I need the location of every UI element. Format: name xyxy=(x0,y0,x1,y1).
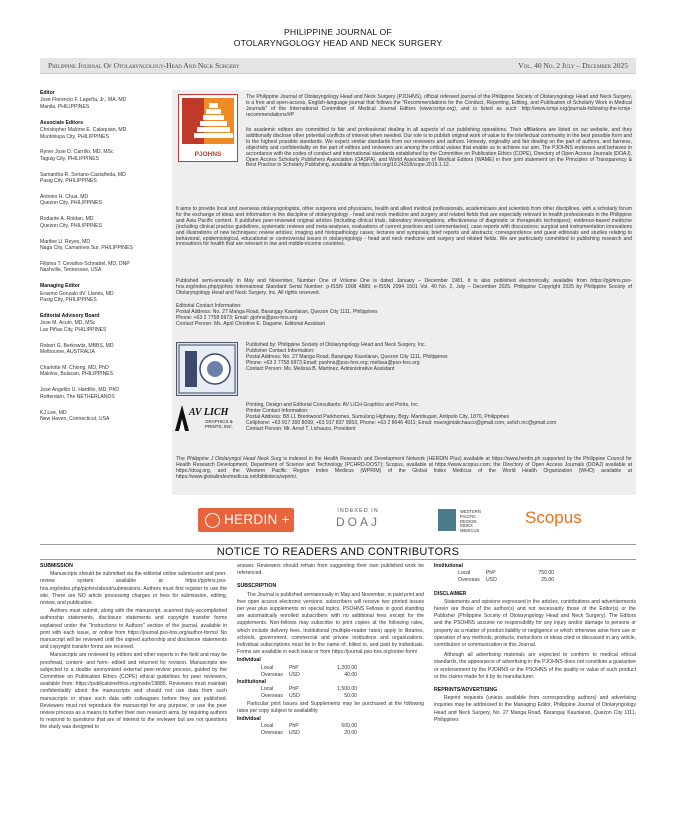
wprim-logo-line: INDEX xyxy=(460,523,473,529)
notice-column-1 xyxy=(40,563,227,733)
masthead-line: Samantha R. Soriano-Castañeda, MD xyxy=(40,171,126,178)
masthead-entry xyxy=(40,120,165,140)
rate-cell: PhP xyxy=(289,723,299,730)
printer-line: Cellphone: +63 917 300 8099; +63 917 837 9953, Phone: +63 2 8646 4911; Email: mavirginialichauco@gmail.com; avlich.inc@gmail.com xyxy=(246,419,557,426)
wprim-logo-line: PACIFIC xyxy=(460,513,477,519)
masthead-line: Naga City, Camarines Sur, PHILIPPINES xyxy=(40,245,133,252)
rate-cell: Local xyxy=(261,723,274,730)
running-header-issue: Vol. 40 No. 2 July – December 2025 xyxy=(518,61,628,70)
rate-row xyxy=(237,693,424,700)
rate-cell: 50.00 xyxy=(344,693,357,700)
rate-row xyxy=(434,570,636,577)
issue-rates-institutional xyxy=(434,563,636,585)
rate-cell: 20.00 xyxy=(344,730,357,737)
psohns-seal xyxy=(176,342,238,396)
masthead-entry xyxy=(40,343,165,356)
notice-column-3 xyxy=(434,563,636,725)
masthead-line: Nashville, Tennessee, USA xyxy=(40,267,102,274)
editorial-contact xyxy=(176,304,632,328)
subscription-paragraph-2: Particular print Issues and Supplements may be purchased at the following rates per copy subject to availability: xyxy=(237,700,424,714)
wprim-logo xyxy=(438,507,500,535)
scopus-logo: Scopus xyxy=(525,508,582,527)
rate-cell: 600.00 xyxy=(341,723,357,730)
issue-rates-individual xyxy=(237,716,424,738)
rate-row xyxy=(237,723,424,730)
indexing-lead: The xyxy=(176,456,187,462)
editorial_contact-line: Contact Person: Ms. April Christine E. Dagame, Editorial Assistant xyxy=(176,320,325,327)
editorial_contact-line: Editorial Contact Information: xyxy=(176,303,242,309)
reprints-heading: REPRINTS/ADVERTISING xyxy=(434,687,498,694)
rate-group-label: Individual xyxy=(237,716,261,723)
publisher-line: Published by: Philippine Society of Otolaryngology Head and Neck Surgery, Inc. xyxy=(246,342,426,348)
journal-title-line2: OTOLARYNGOLOGY HEAD AND NECK SURGERY xyxy=(233,38,443,48)
printer-line: Printing, Design and Editorial Consultants: AV LICH Graphics and Prints, Inc. xyxy=(246,402,420,408)
subscription-rates xyxy=(237,657,424,700)
notice-title: NOTICE TO READERS AND CONTRIBUTORS xyxy=(40,544,636,560)
masthead-role: Managing Editor xyxy=(40,283,80,290)
rate-row xyxy=(434,577,636,584)
printer-line: Printer Contact Information: xyxy=(246,407,309,414)
journal-title-line1: PHILIPPINE JOURNAL OF xyxy=(284,27,392,37)
printer-line: Postal Address: B8 L1 Brentwood Parkhomes, Sumulong Highway, Brgy. Mambugan, Antipolo City, 1870, Philippines xyxy=(246,413,510,420)
masthead-line: Jose M. Acuin, MD, MSc xyxy=(40,320,96,327)
masthead-line: Pasig City, PHILIPPINES xyxy=(40,178,97,185)
masthead-line: José Florencio F. Lapeña, Jr., MA, MD xyxy=(40,97,127,104)
wprim-logo-line: REGION xyxy=(460,518,477,524)
about-panel xyxy=(172,90,636,495)
rate-cell: Overseas xyxy=(261,693,283,700)
masthead-entry xyxy=(40,283,165,303)
wprim-logo-line: WESTERN xyxy=(460,509,481,514)
rate-cell: USD xyxy=(289,730,300,737)
editorial_contact-line: Postal Address: No. 27 Manga Road, Barangay Kaunlaran, Quezon City 1111, Philippines xyxy=(176,308,378,315)
masthead-line: Malolos, Bulacan, PHILIPPINES xyxy=(40,371,114,378)
submission-continued: answer. Reviewers should refrain from suggesting their own published work be referenced. xyxy=(237,563,424,577)
wprim-logo-line: MEDICUS xyxy=(460,528,480,534)
publisher-contact xyxy=(246,343,632,373)
notice-column-2 xyxy=(237,563,424,738)
publisher-line: Postal Address: No. 27 Manga Road, Barangay Kaunlaran, Quezon City 1111, Philippines xyxy=(246,353,448,360)
indexing-statement xyxy=(176,457,632,481)
masthead-entry xyxy=(40,313,165,333)
about-paragraph-4: Published semi-annually in May and November, Number One of Volume One is dated January – December 1981. It is also published electronically, available from https://pjohns.pso-hns.org/index.php/pjohns International Standard Serial Number: p-ISSN 1908 4889; e-ISSN 2094 1501 Vol. 40 No. 2, July – December 2025. Philippine Copyright 2025 by Philippine Society of Otolaryngology Head and Neck Surgery, Inc. All rights reserved. xyxy=(176,278,632,296)
printer-logo-sub: GRAPHICS & PRINTS, INC. xyxy=(205,419,234,429)
masthead-line: Las Piñas City, PHILIPPINES xyxy=(40,326,107,333)
masthead-line: Manila, PHILIPPINES xyxy=(40,103,90,110)
masthead-line: Quezon City, PHILIPPINES xyxy=(40,222,102,229)
masthead-line: Quezon City, PHILIPPINES xyxy=(40,200,102,207)
masthead-line: Marifee U. Reyes, MD xyxy=(40,238,91,245)
masthead-entry xyxy=(40,410,165,423)
about-paragraph-2: Its academic editors are committed to fair and professional dealing in all aspects of our publishing operations. Their affiliations are listed on our website, and they additionally disclose other potential conflicts of interest when needed. Our role is to publish original work of value to the intellectual community in the best possible form and to the highest possible standards. We expect similar standards from our reviewers and authors. Honesty, originality and fair dealing on the part of authors, and fairness, objectivity and confidentiality on the part of editors and reviewers are among the critical values that enable us to achieve our aim. The PJOHNS endorses and behaves in accordance with the codes of conduct and international standards established by the Committee on Publication Ethics (COPE), Directory of Open Access Journals (DOAJ), Open Access Scholarly Publishers Association (OASPA), and World Association of Medical Editors (WAME) in their joint statement on the Principles of Transparency & Best Practice in Scholarly Publishing, available at https://doi.org/10.24318/cope.2019.1.12. xyxy=(246,127,632,169)
herdin-mark-icon xyxy=(205,513,220,528)
rate-row xyxy=(237,672,424,679)
printer-contact xyxy=(246,403,632,433)
indexing-logos xyxy=(40,506,636,536)
masthead-line: Filipina T. Cevallos-Schnabel, MD, DNP xyxy=(40,261,130,267)
pjohns-logo-mark-icon xyxy=(179,95,237,147)
masthead-line: Rodante A. Roldan, MD xyxy=(40,216,94,223)
running-header xyxy=(40,58,636,74)
rate-row xyxy=(237,686,424,693)
disclaimer-paragraph-2: Although all advertising materials are expected to conform to medical ethical standards, the appearance of advertising in the PJOHNS does not constitute a guarantee or endorsement by the PJOHNS or the PSOHNS of the quality or value of such product or the claims made for it by its manufacturer. xyxy=(434,652,636,680)
masthead-line: Rotterdam, The NETHERLANDS xyxy=(40,393,115,400)
submission-paragraph-3: Manuscripts are reviewed by editors and other experts in the field and may be proofread, content- and form- edited and returned for revision. Manuscripts are subjected to a double anonymized external peer-review process, guided by the Committee on Publication Ethics (COPE) ethical guidelines for peer reviewers, available from: https://publicationethics.org/node/19886. Reviewers must maintain confidentiality about the manuscripts and should not use data from such manuscripts or share such data with colleagues before they are published. Reviewers must not reproduce the manuscript for any purpose, or use the peer review process as a means to further their own research aims, by requiring authors to respond to questions that are of interest to the reviewer but are not questions the study was designed to xyxy=(40,652,227,731)
subscription-heading: SUBSCRIPTION xyxy=(237,583,277,590)
masthead-line: Christopher Malorre E. Calaquian, MD xyxy=(40,127,127,134)
rate-cell: PhP xyxy=(289,686,299,693)
masthead-role: Editor xyxy=(40,90,55,96)
doaj-small-text: INDEXED IN xyxy=(337,508,379,514)
rate-cell: PhP xyxy=(289,664,299,671)
masthead-entry xyxy=(40,239,165,252)
masthead xyxy=(40,90,165,432)
masthead-line: Erasmo Gonzalo dV. Llanes, MD xyxy=(40,290,114,297)
indexing-rest: is indexed in the Health Research and Development Network (HERDIN Plus) available at https://www.herdin.ph supported by the Philippine Council for Health Research Development, Department of Science and Technology (PCHRD-DOST); Scopus, available at https://www.scopus.com; the Directory of Open Access Journals (DOAJ) available at https://doaj.org, and the Western Pacific Region Index Medicus (WPRIM) of the Global Index Medicus of the World Health Organization (WHO) available at https://www.globalindexmedicus.net/biblioteca/wprim/. xyxy=(176,456,632,480)
rate-cell: PhP xyxy=(486,570,496,577)
rate-cell: 1,500.00 xyxy=(337,686,357,693)
rate-group-label: Institutional xyxy=(434,563,463,569)
printer-logo-mark-icon xyxy=(175,405,189,431)
society-seal-icon xyxy=(177,343,237,395)
rate-cell: 1,200.00 xyxy=(337,664,357,671)
herdin-logo-text: HERDIN + xyxy=(224,512,290,527)
running-header-journal: Philippine Journal Of Otolaryngology-Head And Neck Surgery xyxy=(48,61,240,70)
doaj-logo xyxy=(326,508,390,534)
masthead-line: Antonio H. Chua, MD xyxy=(40,194,89,201)
printer-logo-name: AV LICH xyxy=(189,407,229,418)
masthead-entry xyxy=(40,216,165,229)
masthead-role: Associate Editors xyxy=(40,119,84,126)
printer-line: Contact Person: Mr. Arnel T. Lichauco, President xyxy=(246,425,356,432)
masthead-line: Pasig City, PHILIPPINES xyxy=(40,297,97,304)
pjohns-logo-label: PJOHNS xyxy=(194,151,222,158)
masthead-line: Ryner Jose D. Carrillo, MD, MSc xyxy=(40,149,114,156)
submission-paragraph-2: Authors must submit, along with the manuscript, scanned duly-accomplished authorship statements, disclosure statements and copyright transfer forms explained under the "Instructions to Authors" section of the journal, available in print with each issue, or online from https://journal.pso-hns.org/author-forms/ No manuscript will be reviewed until the signed authorship and disclosure statements and copyright transfer forms are received. xyxy=(40,608,227,651)
herdin-logo xyxy=(198,508,294,532)
rate-cell: Local xyxy=(261,664,274,671)
rate-cell: 750.00 xyxy=(538,570,554,577)
journal-title xyxy=(0,27,676,49)
masthead-line: KJ Lee, MD xyxy=(40,409,67,416)
indexing-journal-abbrev: Philippine J Otolaryngol Head Neck Surg xyxy=(186,456,282,462)
publisher-line: Publisher Contact Information: xyxy=(246,347,315,354)
rate-cell: USD xyxy=(289,693,300,700)
wprim-mark-icon xyxy=(438,509,456,531)
about-paragraph-1: The Philippine Journal of Otolaryngology Head and Neck Surgery (PJOHNS), official refereed journal of the Philippine Society of Otolaryngology Head and Neck Surgery, is a free and open-access, English-language journal that follows the "Recommendations for the Conduct, Reporting, Editing, and Publication of Scholarly Work in Medical Journals" of the International Committee of Medical Journal Editors (www.icmje.org), and is listed as such: http://www.icmje.org/journals-following-the-icmje-recommendations/#P xyxy=(246,94,632,118)
masthead-entry xyxy=(40,365,165,378)
disclaimer-paragraph-1: Statements and opinions expressed in the articles, contributions and advertisements herein are those of the author(s) and not necessarily those of the Editor(s) or the Publisher (Philippine Society of Otolaryngology Head and Neck Surgery). The Editors and the PSOHNS assume no responsibility for any injury and/or damage to persons or property as a matter of product liability or negligence or which otherwise arise from use or operation of any methods, products, instructions or ideas cited or discussed in any article, contribution or communication in this Journal. xyxy=(434,598,636,649)
masthead-line: Taguig City, PHILIPPINES xyxy=(40,155,100,162)
reprints-paragraph: Reprint requests (unless available from corresponding authors) and advertising inquiries may be addressed to the Managing Editor, Philippine Journal of Otolaryngology Head and Neck Surgery, No. 27 Manga Road, Barangay Kaunlaran, Quezon City 1111, Philippines xyxy=(434,695,636,723)
subscription-paragraph-1: The Journal is published semiannually in May and November, in paid print and free open access electronic versions; subscribers will receive two printed issues per year plus supplements on special topics. PSOHNS Fellows in good standing are automatically enrolled subscribers with no additional fees except for the supplements. Non-fellows may subscribe to print copies at the following rates, which include delivery fees. Institutional (multiple-reader rates) apply to libraries, schools, government, commercial and private institutions and organizations. Individual subscriptions must be in the name of, billed to, and paid by individuals. Forms are available in each issue or from https://journal.pso-hns.org/order-form/ xyxy=(237,591,424,656)
publisher-line: Phone: +63 2 7758 6973 Email: psohns@pso-hns.org; melissa@pso-hns.org xyxy=(246,359,420,366)
rate-cell: USD xyxy=(289,671,300,678)
doaj-big-text: DOAJ xyxy=(335,515,380,529)
rate-cell: Overseas xyxy=(261,730,283,737)
rate-cell: USD xyxy=(486,577,497,584)
masthead-entry xyxy=(40,194,165,207)
rate-cell: 25.00 xyxy=(541,577,554,584)
masthead-line: Jose Angelito U. Hardillo, MD, PhD xyxy=(40,387,119,394)
rate-row xyxy=(237,665,424,672)
printer-logo xyxy=(175,403,239,433)
about-paragraph-3: It aims to provide local and overseas otolaryngologists, other surgeons and physicians, health and allied medical professionals, academicians and scientists from other disciplines, with a scholarly forum for the exchange of ideas and information in the discipline of otolaryngology - head and neck medicine and surgery and related fields that are especially relevant to health professionals in the Philippine and Asia Pacific context. It publishes peer-reviewed original articles (including clinical trials, laboratory investigations, effectiveness of diagnostic or therapeutic techniques); evidence-based medicine (including clinical practice guidelines, systematic reviews and meta-analyses, evaluations of current practices and commentaries); case reports with discussions; surgical and instrumentation innovations and illustrations of new techniques; review articles; imaging and histopathology cases; lectures and symposia; brief reports and abstracts; correspondence and guest editorials and studies relating to behavioral, epidemiological, educational or controversial issues in otolaryngology - head and neck medicine and surgery and related fields. We are particularly committed to publishing research and innovations for health that are relevant in low and middle-income countries. xyxy=(176,206,632,248)
rate-cell: Local xyxy=(261,686,274,693)
masthead-line: Charlotte M. Chiong, MD, PhD xyxy=(40,365,109,372)
masthead-entry xyxy=(40,149,165,162)
editorial_contact-line: Phone: +63 2 7758 6973; Email: pjohns@pso-hns.org xyxy=(176,314,298,321)
pjohns-logo xyxy=(178,94,238,162)
masthead-role: Editorial Advisory Board xyxy=(40,313,100,320)
publisher-line: Contact Person: Ms. Melissa B. Martinez, Administrative Assistant xyxy=(246,365,395,372)
masthead-entry xyxy=(40,90,165,110)
submission-heading: SUBMISSION xyxy=(40,563,73,569)
rate-group-label: Individual xyxy=(237,657,261,664)
disclaimer-heading: DISCLAIMER xyxy=(434,590,467,597)
masthead-entry xyxy=(40,387,165,400)
rate-cell: Overseas xyxy=(261,671,283,678)
masthead-line: New Haven, Connecticut, USA xyxy=(40,416,110,423)
wprim-logo-text xyxy=(460,510,481,534)
masthead-line: Robert G. Berkowitz, MBBS, MD xyxy=(40,342,114,349)
rate-cell: Overseas xyxy=(458,577,480,584)
masthead-entry xyxy=(40,261,165,274)
rate-row xyxy=(237,730,424,737)
masthead-line: Muntinlupa City, PHILIPPINES xyxy=(40,133,109,140)
masthead-line: Melbourne, AUSTRALIA xyxy=(40,349,95,356)
rate-cell: 40.00 xyxy=(344,671,357,678)
submission-paragraph-1: Manuscripts should be submitted via the editorial online submission and peer-review system available at https://pjohns.pso-hns.org/index.php/pjohns/about/submissions. Authors must first register to use the site. There are NO article processing charges or fees for submission, editing, review, and publication. xyxy=(40,571,227,607)
rate-cell: Local xyxy=(458,570,471,577)
rate-group-label: Institutional xyxy=(237,679,266,686)
masthead-entry xyxy=(40,172,165,185)
